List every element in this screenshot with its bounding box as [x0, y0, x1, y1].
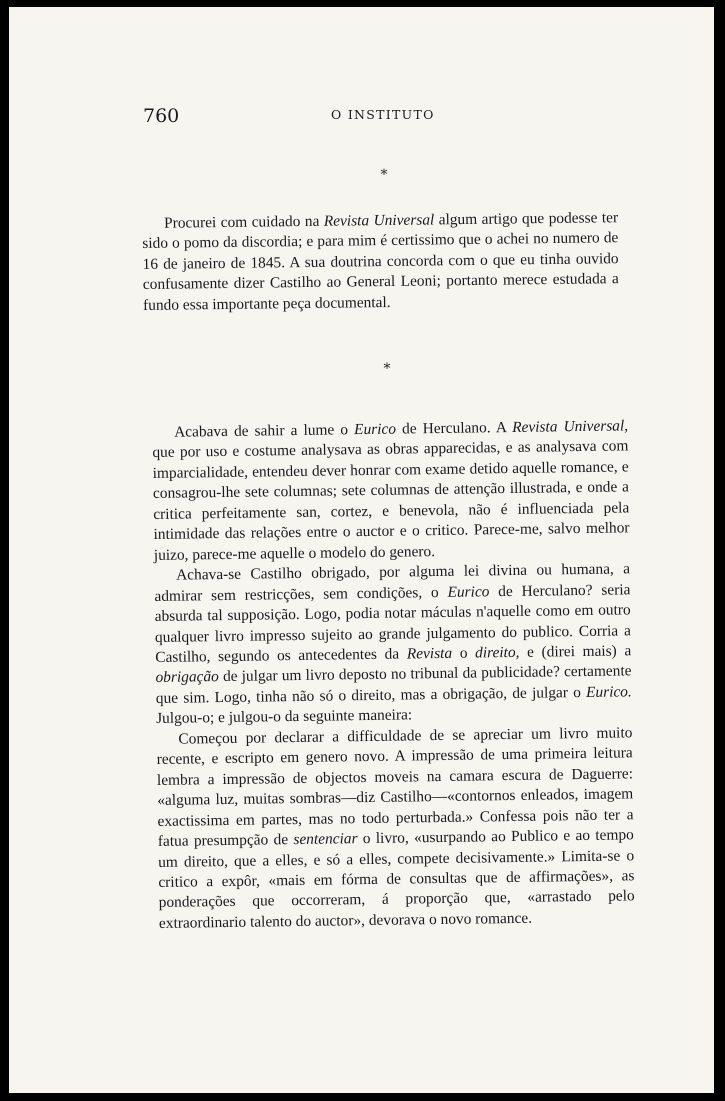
italic-title: Eurico [353, 420, 397, 439]
italic-title: Eurico [447, 582, 490, 601]
paragraph [156, 723, 635, 934]
text-run: de Herculano? seria absurda tal supposição. Logo, podia notar máculas n'aquelle como em outro qualquer livro impresso sujeito ao grande julgamento do publico. Corria a Castilho, segundo os antecedentes da [154, 580, 632, 666]
section-review [152, 416, 635, 934]
text-run: que por uso e costume analysava as obras apparecidas, e as analysava com imparcialidade, entendeu dever honrar com exame detido aquelle romance, e consagrou-lhe sete columnas; sete columnas de attenção illustrada, e onde a critica perfeitamente san, cortez, e benevola, não é influenciada pela intimidade das relações entre o auctor e o critico. Parece-me, salvo melhor juizo, parece-me aquelle o modelo do genero. [152, 437, 630, 564]
text-run: Começou por declarar a difficuldade de se apreciar um livro muito recente, e escripto em genero novo. A impressão de uma primeira leitura lembra a impressão de objectos moveis na camara escura de Daguerre: «alguma luz, muitas sombras—diz Castilho—«contornos enleados, imagem exactissima em partes, mas no todo perturbada.» Confessa pois não ter a fatua presumpção de [156, 724, 634, 851]
asterisk-separator: * [383, 361, 391, 377]
page-header [9, 105, 714, 131]
italic-title: Revista Universal [323, 211, 435, 230]
running-title: O INSTITUTO [331, 107, 435, 122]
italic-term: direito, [474, 643, 520, 662]
text-run: o [451, 644, 476, 662]
italic-term: sentenciar [293, 830, 358, 849]
text-run: de Herculano. A [395, 418, 513, 438]
text-run: Procurei com cuidado na [164, 212, 324, 232]
paragraph [142, 208, 619, 316]
italic-title: Revista [406, 644, 453, 663]
italic-title: Eurico. [585, 683, 632, 701]
italic-title: Revista Universal, [512, 417, 629, 436]
section-intro [142, 208, 619, 316]
text-run: Acabava de sahir a lume o [174, 421, 355, 441]
text-run: Achava-se Castilho obrigado, por alguma lei divina ou humana, a admirar sem restricções, sem condições, o [154, 560, 631, 605]
text-run: o livro, «usurpando ao Publico e ao tempo um direito, que a elles, e só a elles, compete decisivamente.» Limita-se o critico a expôr, «mais em fórma de consultas que de affirmações», as ponderações que occorreram, á proporção que, «arrastado pelo extraordinario talento do auctor», devorava o novo romance. [158, 826, 635, 932]
paragraph [152, 416, 630, 566]
book-page [9, 7, 714, 1093]
text-run: de julgar um livro deposto no tribunal da publicidade? certamente que sim. Logo, tinha não só o direito, mas a obrigação, de julgar o [155, 662, 632, 707]
page-number: 760 [143, 105, 180, 127]
text-run: Julgou-o; e julgou-o da seguinte maneira: [156, 706, 413, 728]
paragraph [154, 560, 632, 730]
italic-term: obrigação [155, 668, 219, 687]
text-run: algum artigo que podesse ter sido o pomo da discordia; e para mim é certissimo que o achei no numero de 16 de janeiro de 1845. A sua doutrina concorda com o que eu tinha ouvido confusamente dizer Castilho ao General Leoni; portanto merece estudada a fundo essa importante peça documental. [142, 209, 619, 314]
asterisk-separator: * [380, 167, 388, 183]
text-run: e (direi mais) a [519, 642, 632, 661]
